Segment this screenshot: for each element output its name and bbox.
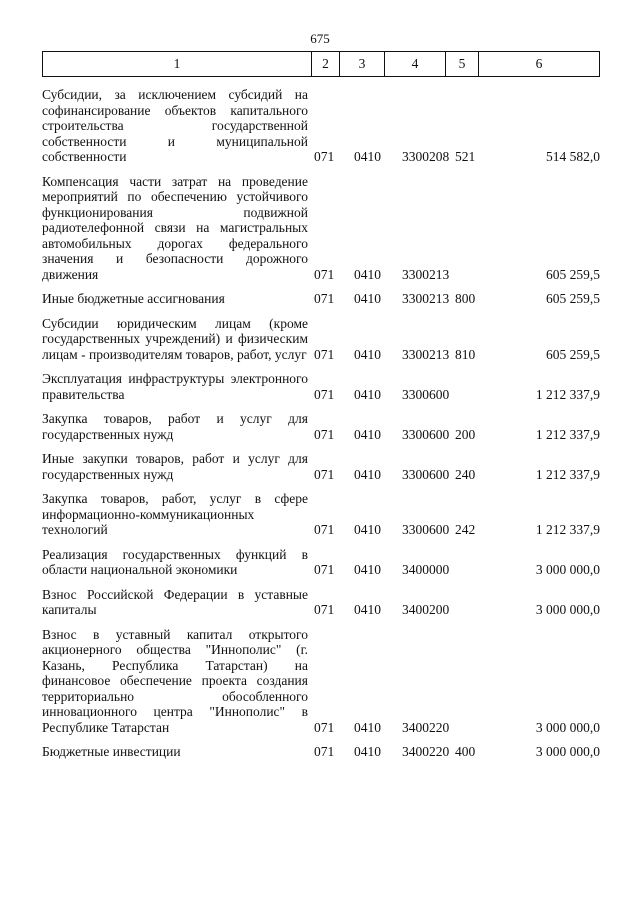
row-target-article: 3300213: [402, 291, 450, 306]
row-name: Взнос в уставный капитал открытого акционерного общества "Иннополис" (г. Казань, Республика Татарстан) на финансовое обеспечение проекта создания территориально обособленного инновационного центра "Иннополис" в Республике Татарстан: [42, 626, 308, 735]
table-header: [42, 51, 600, 77]
row-expense-type: 240: [455, 466, 476, 482]
row-amount: 3 000 000,0: [535, 744, 600, 759]
row-target-article: 3300600: [402, 386, 450, 402]
budget-table: [42, 87, 600, 769]
table-row: [42, 87, 600, 165]
table-row: [42, 371, 600, 402]
table-row: [42, 491, 600, 538]
row-target-article: 3400220: [402, 744, 450, 759]
row-name: Иные закупки товаров, работ и услуг для государственных нужд: [42, 451, 308, 482]
row-section: 0410: [354, 346, 381, 362]
table-row: [42, 174, 600, 283]
row-section: 0410: [354, 744, 381, 759]
row-amount: 605 259,5: [546, 291, 600, 306]
table-row: [42, 291, 600, 307]
row-target-article: 3400000: [402, 562, 450, 577]
table-row: [42, 316, 600, 363]
row-chapter: 071: [314, 426, 335, 442]
row-chapter: 071: [314, 562, 335, 577]
header-col-6: 6: [478, 52, 599, 76]
row-target-article: 3300213: [402, 266, 450, 282]
row-expense-type: 800: [455, 291, 476, 306]
table-row: [42, 451, 600, 482]
table-row: [42, 627, 600, 736]
row-section: 0410: [354, 719, 381, 735]
row-name: Субсидии юридическим лицам (кроме государственных учреждений) и физическим лицам - производителям товаров, работ, услуг: [42, 315, 308, 362]
row-chapter: 071: [314, 719, 335, 735]
page-number: 675: [310, 31, 330, 46]
row-chapter: 071: [314, 466, 335, 482]
row-target-article: 3300600: [402, 522, 450, 537]
row-chapter: 071: [314, 522, 335, 537]
row-name: Эксплуатация инфраструктуры электронного правительства: [42, 371, 308, 402]
row-chapter: 071: [314, 602, 335, 617]
header-col-4: 4: [384, 52, 445, 76]
row-amount: 1 212 337,9: [535, 386, 600, 402]
row-expense-type: 810: [455, 346, 476, 362]
table-row: [42, 547, 600, 578]
row-name: Иные бюджетные ассигнования: [42, 291, 225, 306]
row-expense-type: 400: [455, 744, 476, 759]
header-col-2: 2: [311, 52, 339, 76]
row-target-article: 3400200: [402, 602, 450, 617]
row-target-article: 3300208: [402, 149, 450, 164]
row-amount: 3 000 000,0: [535, 602, 600, 617]
row-amount: 605 259,5: [546, 266, 600, 282]
row-name: Взнос Российской Федерации в уставные капиталы: [42, 586, 308, 617]
row-name: Закупка товаров, работ, услуг в сфере информационно-коммуникационных технологий: [42, 491, 308, 537]
row-name: Компенсация части затрат на проведение мероприятий по обеспечению устойчивого функционирования подвижной радиотелефонной связи на магистральных автомобильных дорогах федерального значения и безопасности дорожного движения: [42, 173, 308, 282]
row-expense-type: 242: [455, 522, 476, 537]
row-chapter: 071: [314, 386, 335, 402]
row-target-article: 3400220: [402, 719, 450, 735]
header-col-5: 5: [445, 52, 478, 76]
row-section: 0410: [354, 426, 381, 442]
row-chapter: 071: [314, 346, 335, 362]
row-target-article: 3300600: [402, 466, 450, 482]
row-chapter: 071: [314, 149, 335, 164]
row-name: Бюджетные инвестиции: [42, 744, 181, 759]
row-expense-type: 200: [455, 426, 476, 442]
table-row: [42, 744, 600, 760]
row-name: Субсидии, за исключением субсидий на софинансирование объектов капитального строительства государственной собственности и муниципальной собственности: [42, 87, 308, 164]
row-section: 0410: [354, 291, 381, 306]
table-row: [42, 411, 600, 442]
row-section: 0410: [354, 522, 381, 537]
table-row: [42, 587, 600, 618]
header-col-3: 3: [339, 52, 384, 76]
row-amount: 3 000 000,0: [535, 719, 600, 735]
row-chapter: 071: [314, 291, 335, 306]
row-amount: 605 259,5: [546, 346, 600, 362]
row-amount: 1 212 337,9: [535, 522, 600, 537]
row-amount: 514 582,0: [546, 149, 600, 164]
row-amount: 3 000 000,0: [535, 562, 600, 577]
row-chapter: 071: [314, 744, 335, 759]
row-section: 0410: [354, 602, 381, 617]
row-section: 0410: [354, 149, 381, 164]
row-section: 0410: [354, 266, 381, 282]
row-section: 0410: [354, 386, 381, 402]
row-expense-type: 521: [455, 149, 476, 164]
row-amount: 1 212 337,9: [535, 426, 600, 442]
row-chapter: 071: [314, 266, 335, 282]
row-target-article: 3300213: [402, 346, 450, 362]
row-section: 0410: [354, 562, 381, 577]
header-col-1: 1: [173, 56, 181, 71]
row-amount: 1 212 337,9: [535, 466, 600, 482]
row-name: Реализация государственных функций в области национальной экономики: [42, 546, 308, 577]
row-section: 0410: [354, 466, 381, 482]
row-name: Закупка товаров, работ и услуг для государственных нужд: [42, 411, 308, 442]
row-target-article: 3300600: [402, 426, 450, 442]
